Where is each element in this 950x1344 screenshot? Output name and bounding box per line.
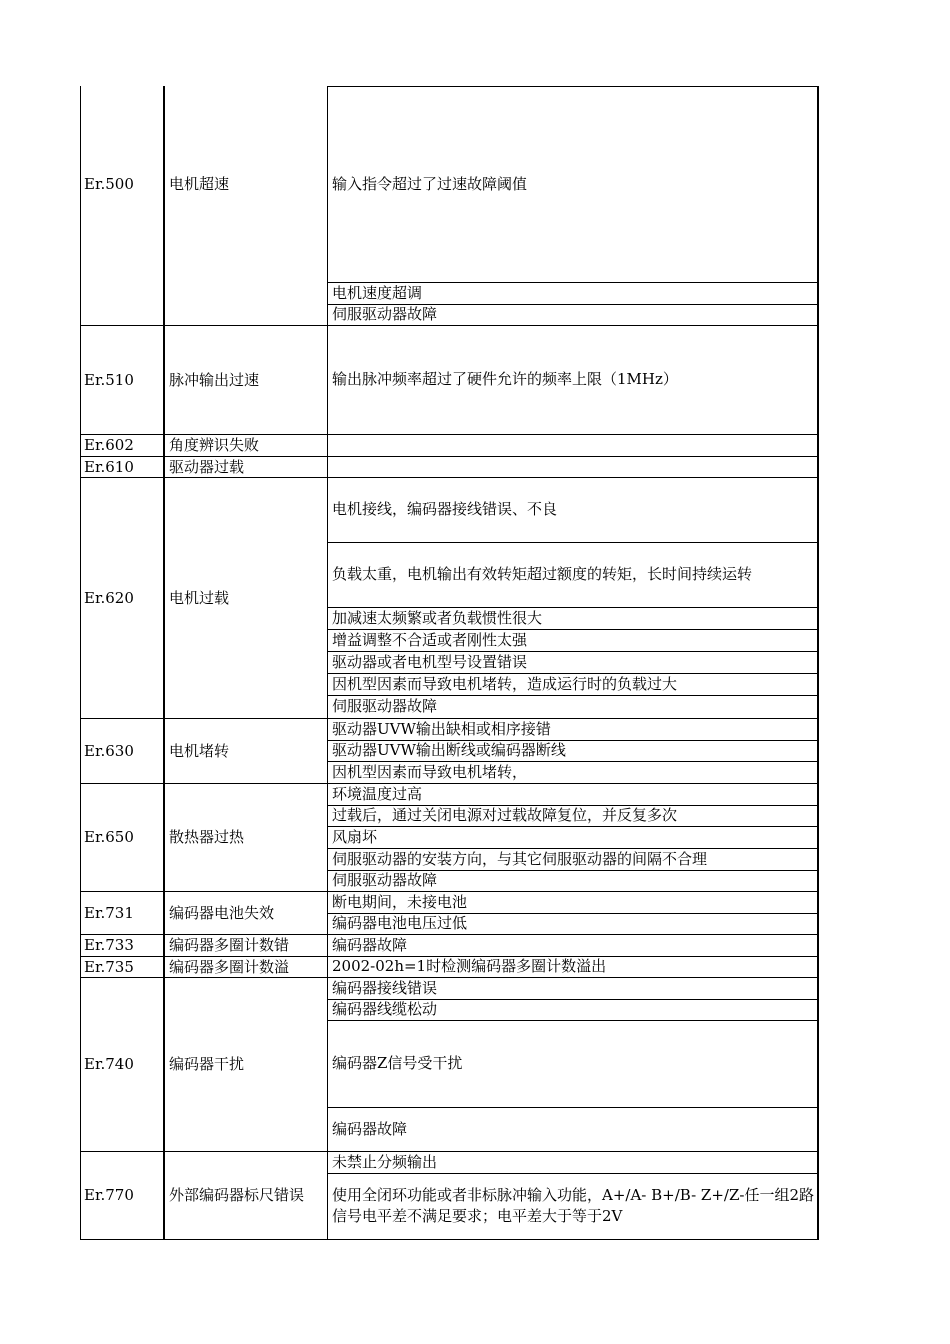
fault-code: Er.500 bbox=[84, 175, 134, 193]
fault-cause: 负载太重，电机输出有效转矩超过额度的转矩，长时间持续运转 bbox=[332, 565, 753, 583]
fault-cause: 编码器线缆松动 bbox=[332, 1000, 438, 1018]
fault-name: 编码器电池失效 bbox=[169, 903, 275, 922]
table-row bbox=[80, 434, 818, 456]
fault-name: 电机堵转 bbox=[169, 741, 230, 760]
fault-cause: 编码器故障 bbox=[332, 935, 408, 954]
fault-name: 外部编码器标尺错误 bbox=[169, 1186, 305, 1204]
table-row bbox=[80, 325, 818, 434]
column-divider bbox=[817, 86, 819, 1240]
fault-cause: 增益调整不合适或者刚性太强 bbox=[332, 630, 528, 649]
row-divider bbox=[327, 673, 818, 674]
row-divider bbox=[327, 282, 818, 283]
fault-name: 电机过载 bbox=[169, 588, 230, 607]
fault-code: Er.740 bbox=[84, 1055, 134, 1073]
row-divider bbox=[327, 1020, 818, 1021]
row-divider bbox=[80, 1151, 818, 1152]
row-divider bbox=[80, 434, 818, 435]
fault-code: Er.650 bbox=[84, 828, 134, 846]
fault-name: 编码器干扰 bbox=[169, 1055, 245, 1073]
table-row bbox=[80, 934, 818, 956]
fault-name: 驱动器过载 bbox=[169, 457, 245, 476]
fault-cause: 驱动器UVW输出缺相或相序接错 bbox=[332, 719, 551, 738]
row-divider bbox=[80, 934, 818, 935]
fault-cause: 编码器电池电压过低 bbox=[332, 914, 468, 932]
row-divider bbox=[80, 456, 818, 457]
row-divider bbox=[327, 1173, 818, 1174]
fault-cause: 断电期间，未接电池 bbox=[332, 892, 468, 911]
column-divider bbox=[163, 86, 165, 1240]
fault-cause: 编码器Z信号受干扰 bbox=[332, 1054, 463, 1072]
fault-cause: 电机接线，编码器接线错误、不良 bbox=[332, 500, 558, 518]
table-row bbox=[80, 783, 818, 891]
fault-cause: 因机型因素而导致电机堵转， bbox=[332, 762, 528, 781]
fault-code: Er.735 bbox=[84, 957, 134, 976]
fault-code: Er.610 bbox=[84, 457, 134, 476]
fault-cause: 未禁止分频输出 bbox=[332, 1152, 438, 1171]
fault-cause: 电机速度超调 bbox=[332, 283, 423, 302]
row-divider bbox=[80, 891, 818, 892]
row-divider bbox=[80, 1239, 818, 1240]
row-divider bbox=[327, 607, 818, 608]
row-divider bbox=[327, 651, 818, 652]
fault-cause: 因机型因素而导致电机堵转，造成运行时的负载过大 bbox=[332, 674, 678, 693]
row-divider bbox=[327, 826, 818, 827]
row-divider bbox=[327, 86, 818, 87]
fault-cause: 伺服驱动器的安装方向，与其它伺服驱动器的间隔不合理 bbox=[332, 849, 708, 868]
table-row bbox=[80, 956, 818, 977]
fault-cause: 驱动器或者电机型号设置错误 bbox=[332, 652, 528, 671]
fault-cause: 输出脉冲频率超过了硬件允许的频率上限（1MHz） bbox=[332, 370, 678, 388]
row-divider bbox=[327, 1107, 818, 1108]
row-divider bbox=[327, 740, 818, 741]
row-divider bbox=[327, 870, 818, 871]
row-divider bbox=[327, 761, 818, 762]
fault-name: 角度辨识失败 bbox=[169, 436, 260, 454]
fault-name: 散热器过热 bbox=[169, 828, 245, 846]
fault-cause: 2002-02h=1时检测编码器多圈计数溢出 bbox=[332, 957, 607, 975]
fault-cause: 编码器故障 bbox=[332, 1119, 408, 1138]
table-row bbox=[80, 1151, 818, 1239]
table-row bbox=[80, 477, 818, 718]
row-divider bbox=[80, 783, 818, 784]
fault-code: Er.620 bbox=[84, 588, 134, 607]
fault-cause: 驱动器UVW输出断线或编码器断线 bbox=[332, 741, 566, 759]
table-row bbox=[80, 718, 818, 783]
fault-cause: 加减速太频繁或者负载惯性很大 bbox=[332, 608, 543, 627]
row-divider bbox=[327, 304, 818, 305]
fault-cause: 输入指令超过了过速故障阈值 bbox=[332, 174, 528, 193]
fault-code: Er.630 bbox=[84, 741, 134, 760]
row-divider bbox=[327, 848, 818, 849]
fault-code: Er.733 bbox=[84, 936, 134, 954]
fault-code: Er.602 bbox=[84, 436, 134, 454]
column-divider bbox=[327, 86, 328, 1240]
row-divider bbox=[80, 325, 818, 326]
fault-cause: 使用全闭环功能或者非标脉冲输入功能，A+/A- B+/B- Z+/Z-任一组2路信号电平差不满足要求；电平差大于等于2V bbox=[332, 1186, 814, 1225]
fault-name: 编码器多圈计数错 bbox=[169, 936, 290, 954]
row-divider bbox=[327, 629, 818, 630]
fault-cause: 环境温度过高 bbox=[332, 784, 423, 803]
fault-cause: 编码器接线错误 bbox=[332, 978, 438, 997]
fault-cause bbox=[328, 434, 818, 456]
row-divider bbox=[327, 805, 818, 806]
fault-cause: 伺服驱动器故障 bbox=[332, 305, 438, 323]
row-divider bbox=[80, 956, 818, 957]
fault-name: 电机超速 bbox=[169, 175, 230, 193]
row-divider bbox=[327, 695, 818, 696]
row-divider bbox=[327, 542, 818, 543]
row-divider bbox=[327, 999, 818, 1000]
table-row bbox=[80, 456, 818, 477]
column-divider bbox=[80, 86, 81, 1240]
fault-cause: 过载后，通过关闭电源对过载故障复位，并反复多次 bbox=[332, 806, 678, 824]
row-divider bbox=[80, 477, 818, 478]
fault-code: Er.510 bbox=[84, 370, 134, 389]
fault-name: 脉冲输出过速 bbox=[169, 370, 260, 389]
row-divider bbox=[327, 913, 818, 914]
row-divider bbox=[80, 718, 818, 719]
fault-cause bbox=[328, 456, 818, 477]
fault-name: 编码器多圈计数溢 bbox=[169, 957, 290, 976]
fault-cause: 伺服驱动器故障 bbox=[332, 697, 438, 715]
row-divider bbox=[80, 977, 818, 978]
fault-cause: 伺服驱动器故障 bbox=[332, 871, 438, 889]
table-row bbox=[80, 977, 818, 1151]
table-row bbox=[80, 86, 818, 325]
fault-code: Er.731 bbox=[84, 903, 134, 922]
fault-cause: 风扇坏 bbox=[332, 827, 378, 846]
fault-code: Er.770 bbox=[84, 1186, 134, 1204]
